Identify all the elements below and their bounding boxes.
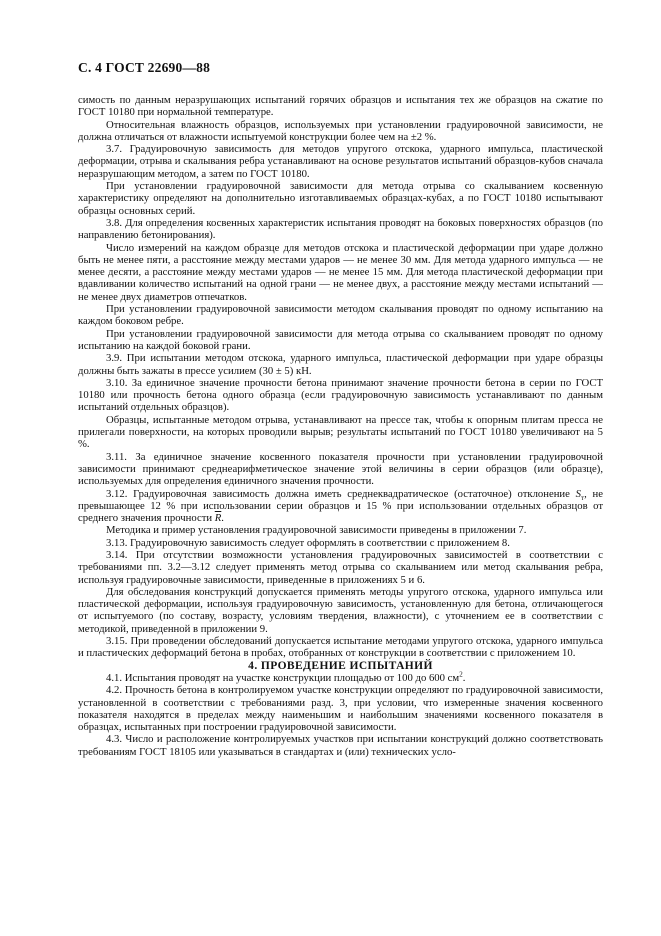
text-span: 4.1. Испытания проводят на участке конструкции площадью от 100 до 600 см bbox=[106, 671, 460, 684]
paragraph: 4.3. Число и расположение контролируемых участков при испытании конструкций должно соответствовать требованиям ГОСТ 18105 или указываться в стандартах и (или) технических усло- bbox=[78, 733, 603, 758]
paragraph: 3.8. Для определения косвенных характеристик испытания проводят на боковых поверхностях образцов (по направлению бетонирования). bbox=[78, 216, 603, 242]
paragraph: 3.15. При проведении обследований допускается испытание методами упругого отскока, ударного импульса и пластических деформаций бетона в пробах, отобранных от конструкции в соответствии с приложением 10. bbox=[78, 635, 603, 660]
paragraph: Методика и пример установления градуировочной зависимости приведены в приложении 7. bbox=[106, 524, 527, 537]
paragraph: 3.14. При отсутствии возможности установления градуировочных зависимостей в соответствии с требованиями пп. 3.2—3.12 следует применять метод отрыва со скалыванием или метод скалывания ребра, используя градуировочные зависимости, приведенные в приложениях 5 и 6. bbox=[78, 548, 603, 586]
paragraph: При установлении градуировочной зависимости для метода отрыва со скалыванием проводят по одному испытанию на каждой боковой грани. bbox=[78, 327, 603, 352]
deviation-subscript: т bbox=[581, 493, 585, 502]
paragraph: При установлении градуировочной зависимости для метода отрыва со скалыванием косвенную характеристику определяют на дополнительно изготавливаемых образцах-кубах, а по ГОСТ 10180 испытывают образцы основных серий. bbox=[78, 180, 603, 217]
paragraph: 3.7. Градуировочную зависимость для методов упругого отскока, ударного импульса, пластической деформации, отрыва и скалывания ребра устанавливают на основе результатов испытаний образцов-кубов сначала неразрушающим методом, а затем по ГОСТ 10180. bbox=[78, 143, 603, 180]
superscript: 2 bbox=[459, 670, 463, 679]
mean-strength-symbol: $\overline{R}$ bbox=[214, 512, 222, 525]
paragraph: Для обследования конструкций допускается применять методы упругого отскока, ударного импульса или пластической деформации, используя градуировочную зависимость, установленную для бетона, отличающегося от испытуемого (по составу, возрасту, условиям твердения, влажности), с уточнением ее в соответствии с методикой, приведенной в приложении 9. bbox=[78, 585, 603, 635]
paragraph: При установлении градуировочной зависимости методом скалывания проводят по одному испытанию на каждом боковом ребре. bbox=[78, 303, 603, 328]
text-span: , не превышающее 12 % при использовании серии образцов и 15 % при использовании отдельных образцов от среднего значения прочности bbox=[78, 487, 603, 525]
paragraph: 3.9. При испытании методом отскока, ударного импульса, пластической деформации при ударе образцы должны быть зажаты в прессе усилием (30 ± 5) кН. bbox=[78, 352, 603, 377]
deviation-symbol: S bbox=[575, 487, 582, 500]
paragraph: 3.11. За единичное значение косвенного показателя прочности при установлении градуировочной зависимости принимают среднеарифметическое значение этой величины в серии образцов (или образце), используемых для определения единичного значения прочности. bbox=[78, 450, 603, 488]
paragraph: 4.2. Прочность бетона в контролируемом участке конструкции определяют по градуировочной зависимости, установленной в соответствии с требованиями разд. 3, при условии, что измеренные значения косвенного показателя находятся в пределах между наименьшим и наибольшим значениями косвенного показателя в образцах, испытанных при построении градуировочной зависимости. bbox=[78, 684, 603, 734]
paragraph: симость по данным неразрушающих испытаний горячих образцов и испытания тех же образцов на сжатие по ГОСТ 10180 при нормальной температуре. bbox=[78, 94, 603, 119]
paragraph-3-12 bbox=[78, 488, 603, 525]
paragraph: Число измерений на каждом образце для методов отскока и пластической деформации при ударе должно быть не менее пяти, а расстояние между местами ударов — не менее 30 мм. Для метода ударного импульса — не менее десяти, а расстояние между местами ударов — не менее 15 мм. Для метода пластической деформации при вдавливании количество испытаний на одной грани — не менее двух, а расстояние между местами испытаний — не менее двух диаметров отпечатков. bbox=[78, 241, 603, 303]
text-span: . bbox=[462, 671, 466, 684]
text-span: . bbox=[221, 512, 224, 525]
paragraph: Образцы, испытанные методом отрыва, устанавливают на прессе так, чтобы к опорным плитам пресса не прилегали поверхности, на которых проводили вырыв; результаты испытаний по ГОСТ 10180 увеличивают на 5 %. bbox=[78, 413, 603, 451]
section-title: 4. ПРОВЕДЕНИЕ ИСПЫТАНИЙ bbox=[248, 659, 433, 672]
page-header: С. 4 ГОСТ 22690—88 bbox=[78, 60, 211, 75]
paragraph-4-1 bbox=[78, 672, 603, 684]
paragraph: 3.13. Градуировочную зависимость следует оформлять в соответствии с приложением 8. bbox=[106, 536, 510, 549]
document-body bbox=[78, 94, 603, 758]
paragraph: Относительная влажность образцов, используемых при установлении градуировочной зависимости, не должна отличаться от влажности испытуемой конструкции более чем на ±2 %. bbox=[78, 118, 603, 143]
text-span: 3.12. Градуировочная зависимость должна иметь среднеквадратическое (остаточное) отклонение bbox=[106, 487, 576, 500]
paragraph: 3.10. За единичное значение прочности бетона принимают значение прочности бетона в серии по ГОСТ 10180 или прочность бетона одного образца (если градуировочную зависимость устанавливают по данным испытаний отдельных образцов). bbox=[78, 376, 603, 414]
